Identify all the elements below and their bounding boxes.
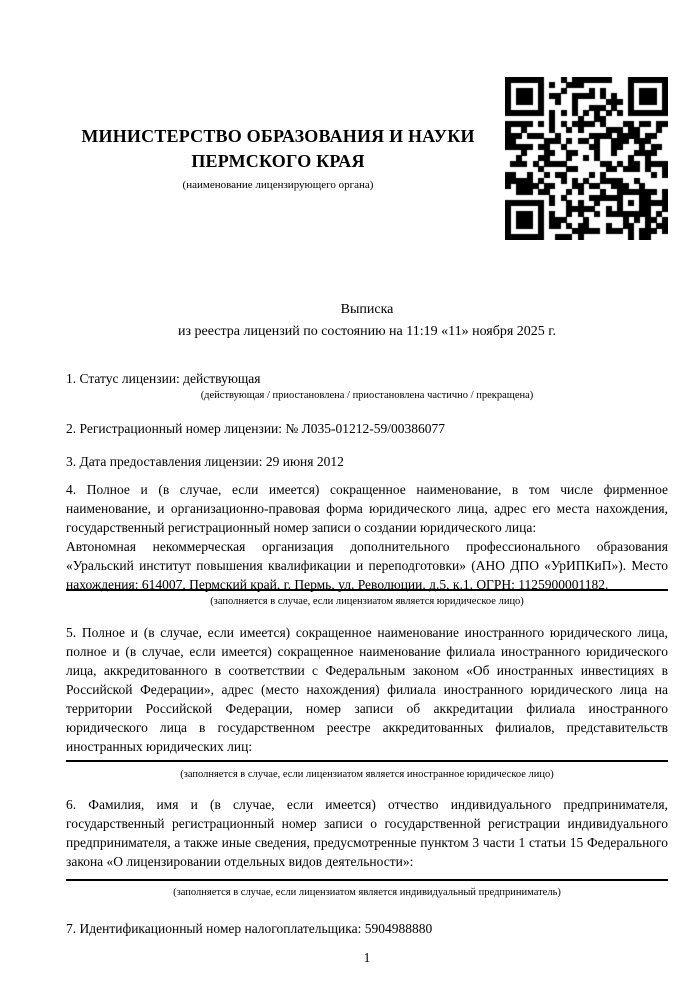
document-title [66, 299, 668, 343]
entrepreneur-label: 6. Фамилия, имя и (в случае, если имеется) отчество индивидуального предпринимателя, государственный регистрационный номер записи о государственной регистрации индивидуального предпринимателя, а также иные сведения, предусмотренные пунктом 3 части 1 статьи 15 Федерального закона «О лицензировании отдельных видов деятельности»: [66, 797, 668, 869]
ministry-name-line1: МИНИСТЕРСТВО ОБРАЗОВАНИЯ И НАУКИ [81, 126, 475, 146]
qr-code [505, 77, 668, 240]
qr-code-container [505, 77, 668, 240]
legal-entity-value: Автономная некоммерческая организация дополнительного профессионального образования «Уральский институт повышения квалификации и переподготовки» (АНО ДПО «УрИПКиП»). Место нахождения: 614007, Пермский край, г. Пермь, ул. Революции, д.5, к.1. ОГРН: 1125900001182. [66, 539, 668, 592]
item-license-status: 1. Статус лицензии: действующая [66, 371, 261, 386]
foreign-entity-label: 5. Полное и (в случае, если имеется) сокращенное наименование иностранного юридического лица, полное и (в случае, если имеется) сокращенное наименование филиала иностранного юридического лица, аккредитованного в соответствии с Федеральным законом «Об иностранных инвестициях в Российской Федерации», адрес (место нахождения) филиала иностранного юридического лица на территории Российской Федерации, номер записи об аккредитации филиала иностранного юридического лица в государственном реестре аккредитованных филиалов, представительств иностранных юридических лиц: [66, 625, 668, 754]
legal-entity-note: (заполняется в случае, если лицензиатом является юридическое лицо) [210, 596, 524, 607]
legal-entity-label: 4. Полное и (в случае, если имеется) сокращенное наименование, в том числе фирменное наименование, и организационно-правовая форма юридического лица, адрес его места нахождения, государственный регистрационный номер записи о создании юридического лица: [66, 482, 668, 535]
fill-in-line-foreign-entity [66, 760, 668, 762]
item-entrepreneur [66, 795, 668, 871]
item-grant-date: 3. Дата предоставления лицензии: 29 июня 2012 [66, 454, 344, 469]
license-status-note: (действующая / приостановлена / приостановлена частично / прекращена) [200, 390, 534, 401]
licensing-authority-header [66, 124, 490, 192]
page-number: 1 [363, 950, 371, 965]
authority-caption: (наименование лицензирующего органа) [182, 179, 374, 191]
fill-in-line-entrepreneur [66, 879, 668, 881]
item-registration-number: 2. Регистрационный номер лицензии: № Л035-01212-59/00386077 [66, 421, 446, 436]
ministry-name-line2: ПЕРМСКОГО КРАЯ [191, 151, 365, 171]
item-taxpayer-number: 7. Идентификационный номер налогоплательщика: 5904988880 [66, 921, 433, 936]
document-title-line2: из реестра лицензий по состоянию на 11:19 «11» ноября 2025 г. [178, 324, 556, 339]
item-legal-entity [66, 480, 668, 594]
document-title-line1: Выписка [340, 302, 394, 317]
foreign-entity-note: (заполняется в случае, если лицензиатом является иностранное юридическое лицо) [180, 769, 554, 780]
entrepreneur-note: (заполняется в случае, если лицензиатом является индивидуальный предприниматель) [173, 887, 561, 898]
item-foreign-entity [66, 623, 668, 756]
